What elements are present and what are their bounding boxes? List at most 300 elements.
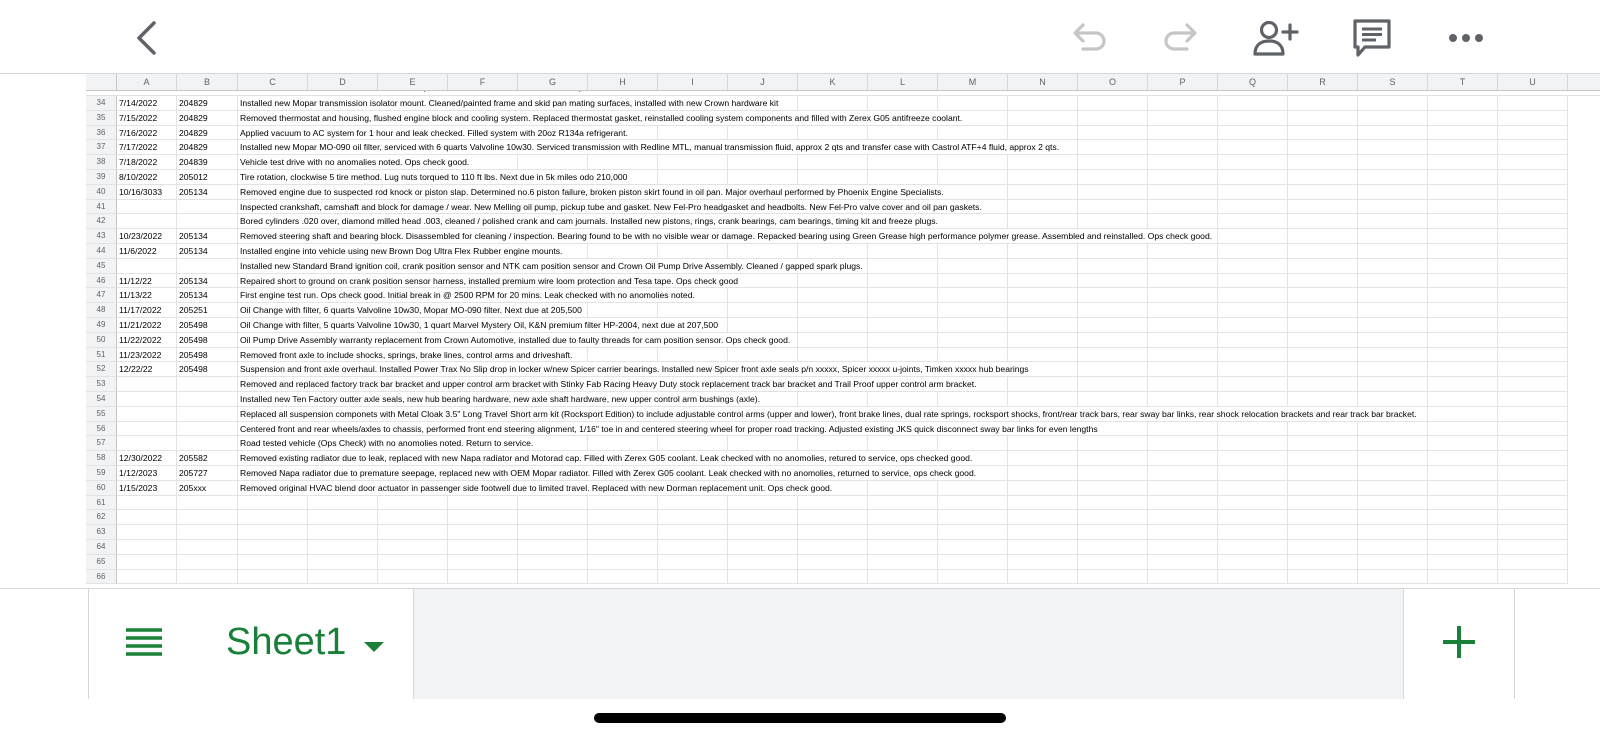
grid-cell-n[interactable] (1008, 451, 1078, 466)
cell-date[interactable]: 10/23/2022 (117, 229, 177, 244)
grid-cell-j[interactable] (728, 303, 798, 318)
grid-cell-t[interactable] (1428, 540, 1498, 555)
cell-date[interactable]: 11/21/2022 (117, 318, 177, 333)
grid-cell-l[interactable] (868, 96, 938, 111)
column-header-f[interactable]: F (448, 74, 518, 90)
cell-description[interactable] (238, 496, 308, 511)
cell-odometer[interactable] (177, 407, 238, 422)
grid-cell-i[interactable] (658, 555, 728, 570)
grid-cell-i[interactable] (658, 348, 728, 363)
grid-cell-u[interactable] (1498, 200, 1568, 215)
column-header-n[interactable]: N (1008, 74, 1078, 90)
grid-cell-k[interactable] (798, 288, 868, 303)
cell-description[interactable]: Removed existing radiator due to leak, replaced with new Napa radiator and Motorad cap. Filled with Zerex G05 coolant. Leak checked with no anomolies, retured to service, ops checked good. (238, 451, 976, 466)
grid-cell-o[interactable] (1078, 155, 1148, 170)
cell-description[interactable]: Road tested vehicle (Ops Check) with no anomolies noted. Return to service. (238, 436, 537, 451)
grid-cell-t[interactable] (1428, 229, 1498, 244)
grid-cell-h[interactable] (588, 303, 658, 318)
grid-cell-u[interactable] (1498, 362, 1568, 377)
grid-cell-o[interactable] (1078, 451, 1148, 466)
grid-cell-q[interactable] (1218, 496, 1288, 511)
grid-cell-k[interactable] (798, 126, 868, 141)
grid-cell-n[interactable] (1008, 481, 1078, 496)
grid-cell-k[interactable] (798, 303, 868, 318)
cell-odometer[interactable] (177, 200, 238, 215)
grid-cell-m[interactable] (938, 185, 1008, 200)
grid-cell-o[interactable] (1078, 185, 1148, 200)
column-header-p[interactable]: P (1148, 74, 1218, 90)
grid-cell-q[interactable] (1218, 111, 1288, 126)
grid-cell-m[interactable] (938, 436, 1008, 451)
grid-cell-j[interactable] (728, 570, 798, 585)
grid-cell-l[interactable] (868, 570, 938, 585)
spreadsheet-grid[interactable] (86, 74, 1600, 588)
grid-cell-s[interactable] (1358, 481, 1428, 496)
grid-cell-r[interactable] (1288, 318, 1358, 333)
grid-cell-f[interactable] (448, 555, 518, 570)
grid-cell-s[interactable] (1358, 333, 1428, 348)
grid-cell-l[interactable] (868, 259, 938, 274)
cell-description[interactable]: Repaired short to ground on crank position sensor harness, installed premium wire loom protection and Tesa tape. Ops check good (238, 274, 742, 289)
row-number[interactable]: 59 (86, 466, 117, 481)
grid-cell-g[interactable] (518, 525, 588, 540)
cell-odometer[interactable] (177, 259, 238, 274)
grid-cell-e[interactable] (378, 540, 448, 555)
cell-date[interactable] (117, 259, 177, 274)
grid-cell-t[interactable] (1428, 362, 1498, 377)
cell-date[interactable]: 11/13/22 (117, 288, 177, 303)
cell-date[interactable]: 11/6/2022 (117, 244, 177, 259)
grid-cell-t[interactable] (1428, 126, 1498, 141)
grid-cell-n[interactable] (1008, 348, 1078, 363)
grid-cell-n[interactable] (1008, 126, 1078, 141)
column-header-m[interactable]: M (938, 74, 1008, 90)
grid-cell-o[interactable] (1078, 570, 1148, 585)
grid-cell-s[interactable] (1358, 510, 1428, 525)
row-number[interactable]: 53 (86, 377, 117, 392)
grid-cell-s[interactable] (1358, 436, 1428, 451)
grid-cell-s[interactable] (1358, 555, 1428, 570)
column-header-o[interactable]: O (1078, 74, 1148, 90)
grid-cell-e[interactable] (378, 570, 448, 585)
grid-cell-m[interactable] (938, 510, 1008, 525)
grid-cell-h[interactable] (588, 540, 658, 555)
cell-date[interactable]: 10/16/3033 (117, 185, 177, 200)
column-header-c[interactable]: C (238, 74, 308, 90)
grid-cell-r[interactable] (1288, 436, 1358, 451)
grid-cell-q[interactable] (1218, 170, 1288, 185)
grid-cell-i[interactable] (658, 570, 728, 585)
grid-cell-o[interactable] (1078, 510, 1148, 525)
grid-cell-r[interactable] (1288, 540, 1358, 555)
row-number[interactable]: 56 (86, 422, 117, 437)
grid-cell-q[interactable] (1218, 155, 1288, 170)
grid-cell-n[interactable] (1008, 570, 1078, 585)
grid-cell-f[interactable] (448, 540, 518, 555)
grid-cell-n[interactable] (1008, 274, 1078, 289)
grid-cell-d[interactable] (308, 540, 378, 555)
grid-cell-k[interactable] (798, 555, 868, 570)
grid-cell-t[interactable] (1428, 185, 1498, 200)
row-number[interactable]: 51 (86, 348, 117, 363)
grid-cell-t[interactable] (1428, 436, 1498, 451)
grid-cell-m[interactable] (938, 244, 1008, 259)
cell-description[interactable]: Removed Napa radiator due to premature seepage, replaced new with OEM Mopar radiator. Filled with Zerex G05 coolant. Leak checked with no anomolies, returned to service, ops check good. (238, 466, 980, 481)
grid-cell-j[interactable] (728, 555, 798, 570)
grid-cell-s[interactable] (1358, 422, 1428, 437)
cell-date[interactable]: 8/10/2022 (117, 170, 177, 185)
column-header-g[interactable]: G (518, 74, 588, 90)
grid-cell-d[interactable] (308, 570, 378, 585)
grid-cell-t[interactable] (1428, 348, 1498, 363)
grid-cell-m[interactable] (938, 170, 1008, 185)
grid-cell-j[interactable] (728, 525, 798, 540)
cell-date[interactable] (117, 436, 177, 451)
grid-cell-s[interactable] (1358, 200, 1428, 215)
cell-description[interactable]: Installed engine into vehicle using new Brown Dog Ultra Flex Rubber engine mounts. (238, 244, 566, 259)
row-number[interactable]: 40 (86, 185, 117, 200)
cell-description[interactable] (238, 525, 308, 540)
grid-cell-r[interactable] (1288, 288, 1358, 303)
grid-cell-q[interactable] (1218, 244, 1288, 259)
row-number[interactable]: 63 (86, 525, 117, 540)
grid-cell-k[interactable] (798, 348, 868, 363)
grid-cell-l[interactable] (868, 555, 938, 570)
row-number[interactable]: 41 (86, 200, 117, 215)
share-button[interactable] (1252, 14, 1300, 62)
cell-odometer[interactable]: 205134 (177, 229, 238, 244)
grid-cell-o[interactable] (1078, 126, 1148, 141)
grid-cell-g[interactable] (518, 496, 588, 511)
grid-cell-p[interactable] (1148, 451, 1218, 466)
grid-cell-o[interactable] (1078, 333, 1148, 348)
grid-cell-p[interactable] (1148, 96, 1218, 111)
grid-cell-p[interactable] (1148, 214, 1218, 229)
grid-cell-s[interactable] (1358, 540, 1428, 555)
grid-cell-t[interactable] (1428, 377, 1498, 392)
cell-odometer[interactable]: 204829 (177, 96, 238, 111)
grid-cell-e[interactable] (378, 496, 448, 511)
row-number[interactable]: 42 (86, 214, 117, 229)
row-number[interactable]: 66 (86, 570, 117, 585)
cell-odometer[interactable] (177, 540, 238, 555)
cell-odometer[interactable] (177, 555, 238, 570)
grid-cell-t[interactable] (1428, 140, 1498, 155)
grid-cell-l[interactable] (868, 348, 938, 363)
grid-cell-p[interactable] (1148, 274, 1218, 289)
cell-odometer[interactable] (177, 570, 238, 585)
back-button[interactable] (122, 14, 170, 62)
grid-cell-i[interactable] (658, 496, 728, 511)
cell-date[interactable] (117, 540, 177, 555)
grid-cell-s[interactable] (1358, 377, 1428, 392)
grid-cell-p[interactable] (1148, 570, 1218, 585)
grid-cell-q[interactable] (1218, 140, 1288, 155)
grid-cell-q[interactable] (1218, 288, 1288, 303)
grid-cell-u[interactable] (1498, 348, 1568, 363)
grid-cell-p[interactable] (1148, 140, 1218, 155)
grid-cell-p[interactable] (1148, 111, 1218, 126)
grid-cell-p[interactable] (1148, 303, 1218, 318)
cell-date[interactable]: 7/15/2022 (117, 111, 177, 126)
grid-cell-o[interactable] (1078, 288, 1148, 303)
caret-down-icon[interactable] (363, 640, 385, 658)
column-header-h[interactable]: H (588, 74, 658, 90)
grid-cell-m[interactable] (938, 126, 1008, 141)
grid-cell-p[interactable] (1148, 555, 1218, 570)
column-header-e[interactable]: E (378, 74, 448, 90)
cell-odometer[interactable] (177, 214, 238, 229)
cell-description[interactable]: Removed original HVAC blend door actuator in passenger side footwell due to limited travel. Replaced with new Dorman replacement unit. Ops check good. (238, 481, 836, 496)
grid-cell-k[interactable] (798, 436, 868, 451)
grid-cell-r[interactable] (1288, 510, 1358, 525)
grid-cell-n[interactable] (1008, 244, 1078, 259)
grid-cell-k[interactable] (798, 540, 868, 555)
grid-cell-m[interactable] (938, 155, 1008, 170)
cell-description[interactable] (238, 540, 308, 555)
cell-date[interactable]: 11/12/22 (117, 274, 177, 289)
grid-cell-s[interactable] (1358, 288, 1428, 303)
row-number[interactable]: 47 (86, 288, 117, 303)
grid-cell-u[interactable] (1498, 333, 1568, 348)
grid-cell-r[interactable] (1288, 126, 1358, 141)
grid-cell-g[interactable] (518, 155, 588, 170)
grid-cell-u[interactable] (1498, 570, 1568, 585)
grid-cell-u[interactable] (1498, 481, 1568, 496)
grid-cell-l[interactable] (868, 170, 938, 185)
grid-cell-e[interactable] (378, 555, 448, 570)
cell-date[interactable] (117, 392, 177, 407)
grid-cell-h[interactable] (588, 570, 658, 585)
comments-button[interactable] (1348, 14, 1396, 62)
grid-cell-u[interactable] (1498, 496, 1568, 511)
cell-description[interactable]: Removed thermostat and housing, flushed engine block and cooling system. Replaced thermostat gasket, reinstalled cooling system components and filled with Zerex G05 antifreeze coolant. (238, 111, 966, 126)
grid-cell-t[interactable] (1428, 555, 1498, 570)
column-header-q[interactable]: Q (1218, 74, 1288, 90)
cell-date[interactable] (117, 377, 177, 392)
grid-cell-m[interactable] (938, 348, 1008, 363)
grid-cell-t[interactable] (1428, 481, 1498, 496)
cell-description[interactable]: Removed front axle to include shocks, springs, brake lines, control arms and driveshaft. (238, 348, 576, 363)
row-number[interactable]: 45 (86, 259, 117, 274)
cell-odometer[interactable]: 205134 (177, 274, 238, 289)
grid-cell-o[interactable] (1078, 170, 1148, 185)
grid-cell-u[interactable] (1498, 229, 1568, 244)
grid-cell-j[interactable] (728, 348, 798, 363)
cell-date[interactable] (117, 496, 177, 511)
row-number[interactable]: 62 (86, 510, 117, 525)
grid-cell-n[interactable] (1008, 185, 1078, 200)
grid-cell-u[interactable] (1498, 510, 1568, 525)
grid-cell-p[interactable] (1148, 466, 1218, 481)
grid-cell-f[interactable] (448, 496, 518, 511)
grid-cell-s[interactable] (1358, 348, 1428, 363)
grid-cell-k[interactable] (798, 570, 868, 585)
grid-cell-j[interactable] (728, 288, 798, 303)
cell-date[interactable] (117, 510, 177, 525)
grid-cell-i[interactable] (658, 170, 728, 185)
row-number[interactable]: 46 (86, 274, 117, 289)
grid-cell-f[interactable] (448, 510, 518, 525)
grid-cell-u[interactable] (1498, 274, 1568, 289)
grid-cell-p[interactable] (1148, 155, 1218, 170)
grid-cell-t[interactable] (1428, 288, 1498, 303)
grid-cell-s[interactable] (1358, 496, 1428, 511)
cell-description[interactable]: Removed and replaced factory track bar bracket and upper control arm bracket with Stinky Fab Racing Heavy Duty stock replacement track bar bracket and Trail Proof upper control arm bracket. (238, 377, 981, 392)
grid-cell-d[interactable] (308, 496, 378, 511)
grid-cell-k[interactable] (798, 392, 868, 407)
grid-cell-k[interactable] (798, 525, 868, 540)
row-number[interactable]: 49 (86, 318, 117, 333)
grid-cell-p[interactable] (1148, 126, 1218, 141)
grid-cell-q[interactable] (1218, 466, 1288, 481)
grid-cell-t[interactable] (1428, 200, 1498, 215)
grid-cell-o[interactable] (1078, 481, 1148, 496)
grid-cell-i[interactable] (658, 525, 728, 540)
grid-cell-j[interactable] (728, 126, 798, 141)
grid-cell-k[interactable] (798, 274, 868, 289)
grid-cell-m[interactable] (938, 303, 1008, 318)
grid-cell-r[interactable] (1288, 200, 1358, 215)
grid-cell-q[interactable] (1218, 436, 1288, 451)
undo-button[interactable] (1064, 14, 1112, 62)
grid-cell-n[interactable] (1008, 540, 1078, 555)
grid-cell-j[interactable] (728, 170, 798, 185)
grid-cell-i[interactable] (658, 303, 728, 318)
grid-cell-q[interactable] (1218, 570, 1288, 585)
grid-cell-u[interactable] (1498, 140, 1568, 155)
cell-date[interactable]: 7/14/2022 (117, 96, 177, 111)
grid-cell-o[interactable] (1078, 259, 1148, 274)
cell-description[interactable]: Removed engine due to suspected rod knock or piston slap. Determined no.6 piston failure, broken piston skirt found in oil pan. Major overhaul performed by Phoenix Engine Specialists. (238, 185, 948, 200)
grid-cell-o[interactable] (1078, 525, 1148, 540)
grid-cell-s[interactable] (1358, 466, 1428, 481)
grid-cell-u[interactable] (1498, 466, 1568, 481)
cell-date[interactable] (117, 570, 177, 585)
cell-odometer[interactable]: 205xxx (177, 481, 238, 496)
grid-cell-s[interactable] (1358, 96, 1428, 111)
row-number[interactable]: 57 (86, 436, 117, 451)
grid-cell-n[interactable] (1008, 555, 1078, 570)
grid-cell-o[interactable] (1078, 555, 1148, 570)
cell-odometer[interactable] (177, 436, 238, 451)
grid-cell-t[interactable] (1428, 496, 1498, 511)
grid-cell-e[interactable] (378, 510, 448, 525)
cell-date[interactable]: 1/12/2023 (117, 466, 177, 481)
grid-cell-j[interactable] (728, 318, 798, 333)
grid-cell-u[interactable] (1498, 259, 1568, 274)
grid-cell-g[interactable] (518, 510, 588, 525)
grid-cell-e[interactable] (378, 525, 448, 540)
row-number[interactable]: 61 (86, 496, 117, 511)
grid-cell-n[interactable] (1008, 377, 1078, 392)
grid-cell-n[interactable] (1008, 496, 1078, 511)
row-number[interactable]: 34 (86, 96, 117, 111)
grid-cell-u[interactable] (1498, 377, 1568, 392)
grid-cell-r[interactable] (1288, 140, 1358, 155)
grid-cell-m[interactable] (938, 570, 1008, 585)
grid-cell-p[interactable] (1148, 377, 1218, 392)
grid-cell-l[interactable] (868, 496, 938, 511)
grid-cell-m[interactable] (938, 318, 1008, 333)
grid-cell-o[interactable] (1078, 496, 1148, 511)
grid-cell-u[interactable] (1498, 451, 1568, 466)
row-number[interactable]: 39 (86, 170, 117, 185)
grid-cell-d[interactable] (308, 510, 378, 525)
grid-cell-q[interactable] (1218, 318, 1288, 333)
cell-description[interactable]: Tire rotation, clockwise 5 tire method. Lug nuts torqued to 110 ft lbs. Next due in 5k miles odo 210,000 (238, 170, 631, 185)
grid-cell-o[interactable] (1078, 303, 1148, 318)
grid-cell-r[interactable] (1288, 333, 1358, 348)
grid-cell-n[interactable] (1008, 259, 1078, 274)
grid-cell-t[interactable] (1428, 96, 1498, 111)
cell-description[interactable]: Vehicle test drive with no anomalies noted. Ops check good. (238, 155, 473, 170)
grid-cell-p[interactable] (1148, 362, 1218, 377)
grid-cell-l[interactable] (868, 510, 938, 525)
grid-cell-q[interactable] (1218, 229, 1288, 244)
cell-odometer[interactable]: 205012 (177, 170, 238, 185)
all-sheets-button[interactable] (88, 589, 199, 699)
row-number[interactable]: 52 (86, 362, 117, 377)
cell-description[interactable]: Inspected crankshaft, camshaft and block for damage / wear. New Melling oil pump, pickup tube and gasket. New Fel-Pro headgasket and headbolts. New Fel-Pro valve cover and oil pan gaskets. (238, 200, 986, 215)
grid-cell-o[interactable] (1078, 362, 1148, 377)
grid-cell-o[interactable] (1078, 392, 1148, 407)
grid-cell-r[interactable] (1288, 244, 1358, 259)
grid-cell-j[interactable] (728, 244, 798, 259)
grid-cell-n[interactable] (1008, 170, 1078, 185)
grid-cell-s[interactable] (1358, 570, 1428, 585)
cell-date[interactable] (117, 214, 177, 229)
cell-description[interactable]: Oil Change with filter, 6 quarts Valvoline 10w30, Mopar MO-090 filter. Next due at 205,500 (238, 303, 586, 318)
grid-cell-t[interactable] (1428, 392, 1498, 407)
grid-cell-n[interactable] (1008, 525, 1078, 540)
cell-odometer[interactable] (177, 496, 238, 511)
row-number[interactable]: 36 (86, 126, 117, 141)
cell-description[interactable]: Removed steering shaft and bearing block. Disassembled for cleaning / inspection. Bearing found to be with no visible wear or damage. Repacked bearing using Green Grease high performance polymer grease. Assembled and reinstalled. Ops check good. (238, 229, 1216, 244)
grid-cell-s[interactable] (1358, 214, 1428, 229)
row-number[interactable]: 58 (86, 451, 117, 466)
grid-cell-r[interactable] (1288, 274, 1358, 289)
grid-cell-u[interactable] (1498, 392, 1568, 407)
grid-cell-s[interactable] (1358, 140, 1428, 155)
grid-cell-t[interactable] (1428, 422, 1498, 437)
grid-cell-t[interactable] (1428, 170, 1498, 185)
grid-cell-u[interactable] (1498, 111, 1568, 126)
grid-cell-o[interactable] (1078, 96, 1148, 111)
grid-cell-r[interactable] (1288, 111, 1358, 126)
grid-cell-o[interactable] (1078, 244, 1148, 259)
grid-cell-o[interactable] (1078, 140, 1148, 155)
grid-cell-l[interactable] (868, 525, 938, 540)
grid-cell-l[interactable] (868, 540, 938, 555)
grid-cell-n[interactable] (1008, 510, 1078, 525)
grid-cell-u[interactable] (1498, 170, 1568, 185)
grid-cell-q[interactable] (1218, 333, 1288, 348)
grid-cell-i[interactable] (658, 244, 728, 259)
grid-cell-l[interactable] (868, 126, 938, 141)
grid-cell-q[interactable] (1218, 525, 1288, 540)
cell-date[interactable] (117, 422, 177, 437)
grid-cell-u[interactable] (1498, 303, 1568, 318)
grid-cell-l[interactable] (868, 155, 938, 170)
grid-cell-k[interactable] (798, 333, 868, 348)
grid-cell-n[interactable] (1008, 214, 1078, 229)
grid-cell-n[interactable] (1008, 288, 1078, 303)
grid-cell-o[interactable] (1078, 111, 1148, 126)
redo-button[interactable] (1158, 14, 1206, 62)
row-number[interactable]: 35 (86, 111, 117, 126)
cell-description[interactable]: Installed new Mopar MO-090 oil filter, serviced with 6 quarts Valvoline 10w30. Serviced transmission with Redline MTL, manual transmission fluid, approx 2 qts and transfer case with Castrol ATF+4 fluid, approx 2 qts. (238, 140, 1063, 155)
